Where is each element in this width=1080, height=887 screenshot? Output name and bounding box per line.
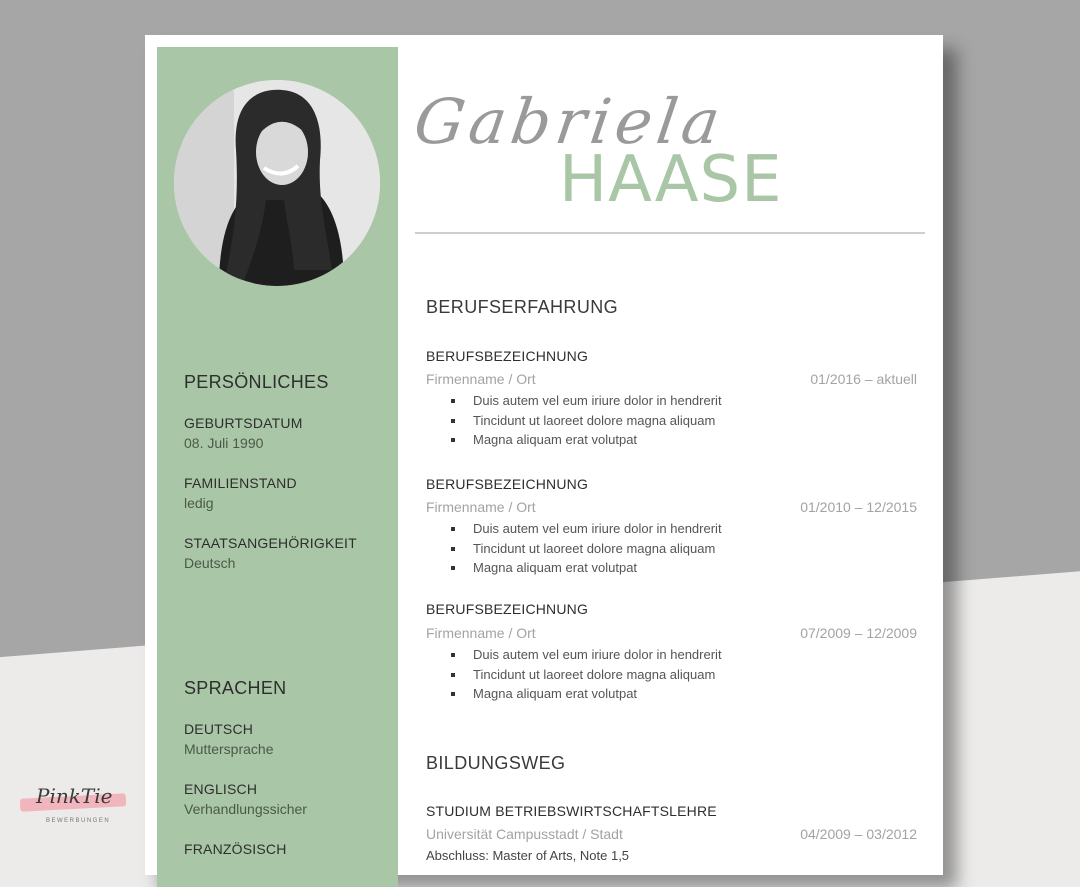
bullet-item: Tincidunt ut laoreet dolore magna aliquam [445, 665, 722, 685]
logo-subtitle: BEWERBUNGEN [46, 818, 111, 824]
experience-section-title: BERUFSERFAHRUNG [426, 297, 619, 317]
profile-photo [174, 80, 380, 286]
resume-page [145, 35, 943, 875]
language-label-french: FRANZÖSISCH [184, 841, 287, 857]
bullet-item: Magna aliquam erat volutpat [445, 430, 722, 450]
logo-text: PinkTie [36, 784, 113, 808]
header-divider [415, 232, 925, 234]
job-company: Firmenname / Ort [426, 625, 536, 641]
education-date: 04/2009 – 03/2012 [800, 826, 917, 842]
bullet-icon [451, 566, 455, 570]
language-label-english: ENGLISCH [184, 781, 258, 797]
job-company: Firmenname / Ort [426, 371, 536, 387]
marital-status-value: ledig [184, 495, 214, 511]
last-name: HAASE [559, 143, 783, 217]
education-section-title: BILDUNGSWEG [426, 753, 566, 773]
bullet-icon [451, 673, 455, 677]
birthdate-value: 08. Juli 1990 [184, 435, 264, 451]
education-title: STUDIUM BETRIEBSWIRTSCHAFTSLEHRE [426, 803, 717, 819]
education-institution: Universität Campusstadt / Stadt [426, 826, 623, 842]
job-company: Firmenname / Ort [426, 499, 536, 515]
job-title: BERUFSBEZEICHNUNG [426, 348, 589, 364]
job-date: 07/2009 – 12/2009 [800, 625, 917, 641]
personal-section-title: PERSÖNLICHES [184, 372, 329, 392]
nationality-label: STAATSANGEHÖRIGKEIT [184, 535, 357, 551]
bullet-item: Duis autem vel eum iriure dolor in hendrerit [445, 519, 722, 539]
bullet-item: Magna aliquam erat volutpat [445, 558, 722, 578]
bullet-icon [451, 692, 455, 696]
sidebar [157, 47, 398, 887]
job-date: 01/2010 – 12/2015 [800, 499, 917, 515]
bullet-item: Tincidunt ut laoreet dolore magna aliquam [445, 539, 722, 559]
job-bullets [445, 519, 722, 578]
bullet-icon [451, 399, 455, 403]
nationality-value: Deutsch [184, 555, 236, 571]
bullet-item: Tincidunt ut laoreet dolore magna aliquam [445, 411, 722, 431]
first-name: Gabriela [409, 85, 730, 158]
bullet-item: Duis autem vel eum iriure dolor in hendrerit [445, 645, 722, 665]
language-label-german: DEUTSCH [184, 721, 254, 737]
job-date: 01/2016 – aktuell [810, 371, 917, 387]
bullet-icon [451, 547, 455, 551]
job-bullets [445, 391, 722, 450]
brand-logo [14, 782, 132, 832]
birthdate-label: GEBURTSDATUM [184, 415, 303, 431]
language-level-english: Verhandlungssicher [184, 801, 307, 817]
languages-section-title: SPRACHEN [184, 678, 287, 698]
job-bullets [445, 645, 722, 704]
language-level-german: Muttersprache [184, 741, 274, 757]
bullet-icon [451, 419, 455, 423]
marital-status-label: FAMILIENSTAND [184, 475, 297, 491]
bullet-item: Magna aliquam erat volutpat [445, 684, 722, 704]
job-title: BERUFSBEZEICHNUNG [426, 476, 589, 492]
bullet-item: Duis autem vel eum iriure dolor in hendrerit [445, 391, 722, 411]
bullet-icon [451, 653, 455, 657]
bullet-icon [451, 438, 455, 442]
job-title: BERUFSBEZEICHNUNG [426, 601, 589, 617]
bullet-icon [451, 527, 455, 531]
education-note: Abschluss: Master of Arts, Note 1,5 [426, 848, 630, 863]
